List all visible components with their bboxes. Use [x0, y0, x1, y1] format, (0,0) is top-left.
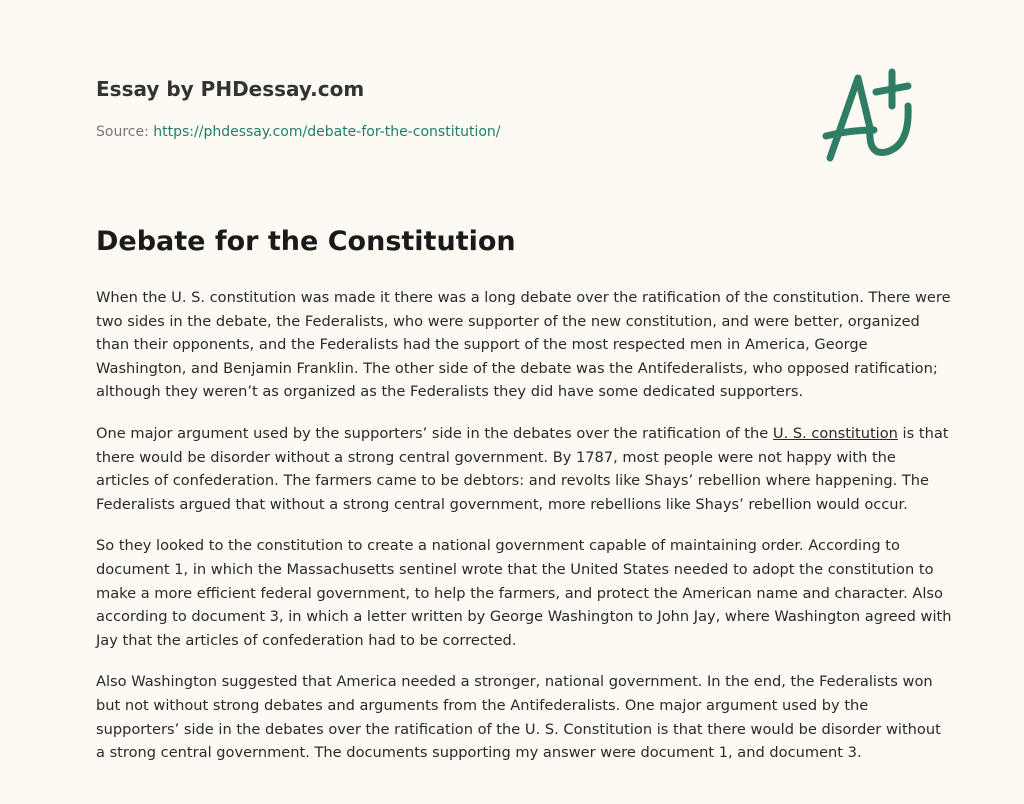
- a-plus-logo-icon: [820, 66, 930, 166]
- paragraph: When the U. S. constitution was made it there was a long debate over the ratification of the constitution. There were two sides in the debate, the Federalists, who were supporter of the new constitution, and were better, organized than their opponents, and the Federalists had the support of the most respected men in America, George Washington, and Benjamin Franklin. The other side of the debate was the Antifederalists, who opposed ratification; although they weren’t as organized as the Federalists they did have some dedicated supporters.: [96, 289, 951, 401]
- source-label: Source:: [96, 124, 149, 140]
- paragraph-text: is that there would be disorder without a strong central government. By 1787, most people were not happy with the articles of confederation. The farmers came to be debtors: and revolts like Shays’ rebellion where happening. The Federalists argued that without a strong central government, more rebellions like Shays’ rebellion would occur.: [96, 424, 949, 513]
- source-line: [96, 124, 501, 140]
- constitution-link[interactable]: U. S. constitution: [772, 424, 898, 442]
- site-brand: Essay by PHDessay.com: [96, 77, 365, 101]
- paragraph: [96, 422, 952, 516]
- paragraph: Also Washington suggested that America needed a stronger, national government. In the end, the Federalists won but not without strong debates and arguments from the Antifederalists. One major argument used by the supporters’ side in the debates over the ratification of the U. S. Constitution is that there would be disorder without a strong central government. The documents supporting my answer were document 1, and document 3.: [96, 673, 941, 762]
- paragraph-text: One major argument used by the supporters’ side in the debates over the ratification of the: [96, 424, 773, 442]
- essay-body: [96, 286, 952, 783]
- source-link[interactable]: https://phdessay.com/debate-for-the-constitution/: [153, 124, 501, 140]
- paragraph: So they looked to the constitution to create a national government capable of maintaining order. According to document 1, in which the Massachusetts sentinel wrote that the United States needed to adopt the constitution to make a more efficient federal government, to help the farmers, and protect the American name and character. Also according to document 3, in which a letter written by George Washington to John Jay, where Washington agreed with Jay that the articles of confederation had to be corrected.: [96, 537, 952, 649]
- essay-title: Debate for the Constitution: [96, 226, 516, 257]
